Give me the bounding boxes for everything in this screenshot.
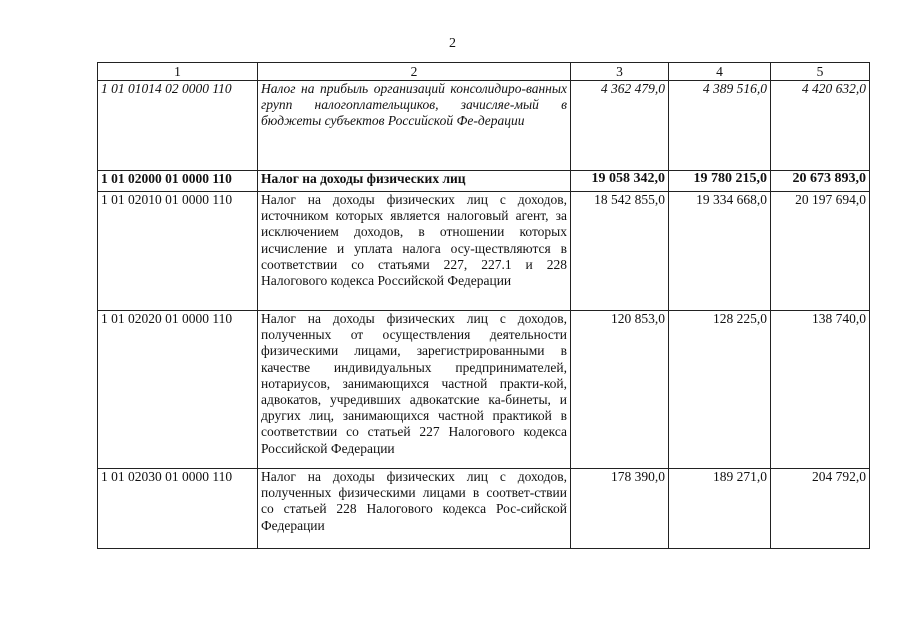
value-cell-col3: 120 853,0 — [571, 311, 669, 469]
value-cell-col3: 19 058 342,0 — [571, 171, 669, 192]
table-row — [98, 192, 870, 311]
budget-code-cell: 1 01 02030 01 0000 110 — [98, 469, 258, 549]
value-cell-col4: 19 334 668,0 — [669, 192, 771, 311]
column-header-2: 2 — [258, 63, 571, 81]
table-row — [98, 311, 870, 469]
value-cell-col4: 128 225,0 — [669, 311, 771, 469]
value-cell-col5: 138 740,0 — [771, 311, 870, 469]
value-cell-col4: 4 389 516,0 — [669, 81, 771, 171]
budget-code-cell: 1 01 02000 01 0000 110 — [98, 171, 258, 192]
value-cell-col4: 19 780 215,0 — [669, 171, 771, 192]
value-cell-col5: 20 197 694,0 — [771, 192, 870, 311]
value-cell-col3: 178 390,0 — [571, 469, 669, 549]
table-row — [98, 469, 870, 549]
value-cell-col4: 189 271,0 — [669, 469, 771, 549]
value-cell-col3: 4 362 479,0 — [571, 81, 669, 171]
budget-code-cell: 1 01 01014 02 0000 110 — [98, 81, 258, 171]
budget-code-cell: 1 01 02020 01 0000 110 — [98, 311, 258, 469]
table-row — [98, 171, 870, 192]
item-name-cell: Налог на доходы физических лиц с доходов, полученных от осуществления деятельности физическими лицами, зарегистрированными в качестве индивидуальных предпринимателей, нотариусов, занимающихся частной практи-кой, адвокатов, учредивших адвокатские ка-бинеты, и других лиц, занимающихся частной практикой в соответствии со статьей 227 Налогового кодекса Российской Федерации — [258, 311, 571, 469]
page-number: 2 — [449, 36, 456, 51]
item-name-cell: Налог на доходы физических лиц с доходов, источником которых является налоговый агент, за исключением доходов, в отношении которых исчисление и уплата налога осу-ществляются в соответствии со статьями 227, 227.1 и 228 Налогового кодекса Российской Федерации — [258, 192, 571, 311]
column-header-5: 5 — [771, 63, 870, 81]
table-row — [98, 81, 870, 171]
header-row — [98, 63, 870, 81]
item-name-cell: Налог на прибыль организаций консолидиро-ванных групп налогоплательщиков, зачисляе-мый в бюджеты субъектов Российской Фе-дерации — [258, 81, 571, 171]
value-cell-col5: 4 420 632,0 — [771, 81, 870, 171]
value-cell-col5: 204 792,0 — [771, 469, 870, 549]
item-name-cell: Налог на доходы физических лиц — [258, 171, 571, 192]
budget-code-cell: 1 01 02010 01 0000 110 — [98, 192, 258, 311]
value-cell-col3: 18 542 855,0 — [571, 192, 669, 311]
column-header-1: 1 — [98, 63, 258, 81]
item-name-cell: Налог на доходы физических лиц с доходов, полученных физическими лицами в соответ-ствии со статьей 228 Налогового кодекса Рос-сийской Федерации — [258, 469, 571, 549]
column-header-4: 4 — [669, 63, 771, 81]
budget-table — [97, 62, 870, 549]
value-cell-col5: 20 673 893,0 — [771, 171, 870, 192]
column-header-3: 3 — [571, 63, 669, 81]
